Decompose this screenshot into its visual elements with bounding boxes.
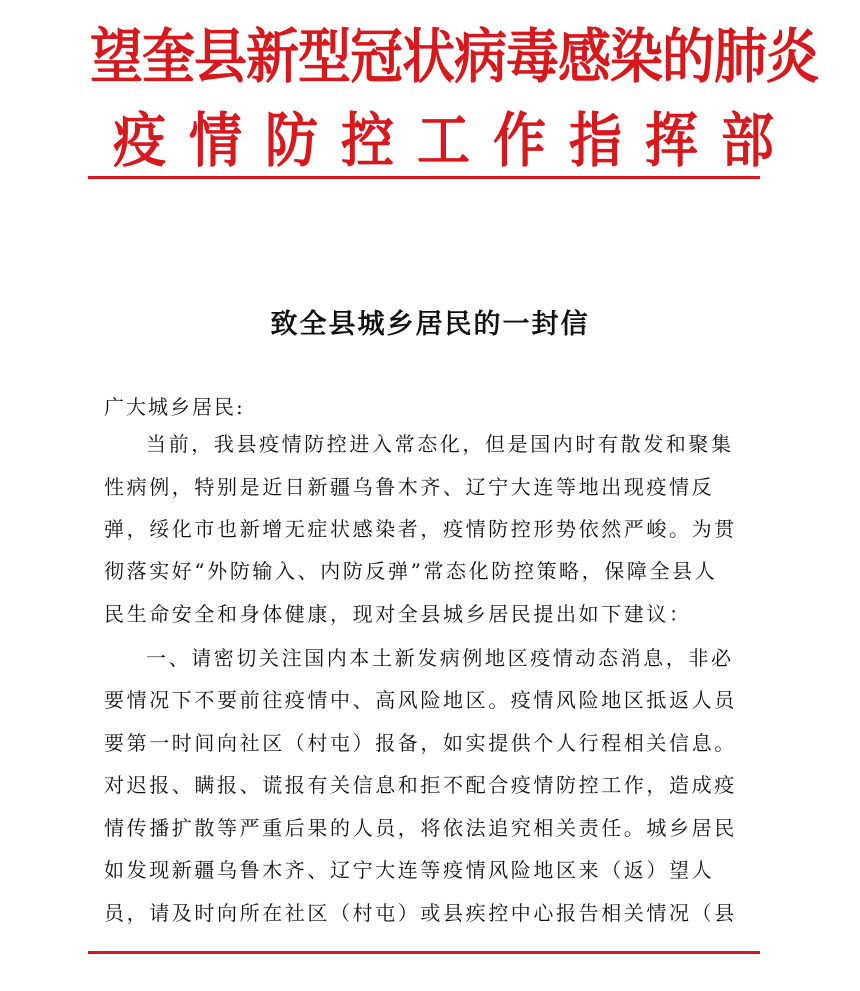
salutation: 广大城乡居民:	[104, 395, 245, 419]
body-line: 员，请及时向所在社区（村屯）或县疾控中心报告相关情况（县	[104, 901, 737, 925]
header-red-rule	[88, 176, 760, 179]
issuing-organization-line-2: 疫情防控工作指挥部	[113, 107, 797, 176]
body-line: 要第一时间向社区（村屯）报备，如实提供个人行程相关信息。	[104, 731, 737, 755]
body-line: 彻落实好“外防输入、内防反弹”常态化防控策略，保障全县人	[104, 559, 718, 583]
body-line: 性病例，特别是近日新疆乌鲁木齐、辽宁大连等地出现疫情反	[104, 475, 715, 499]
body-line: 民生命安全和身体健康，现对全县城乡居民提出如下建议：	[104, 602, 692, 626]
footer-red-rule	[88, 951, 760, 954]
letter-title: 致全县城乡居民的一封信	[270, 309, 590, 340]
body-line: 一、请密切关注国内本土新发病例地区疫情动态消息，非必	[146, 646, 734, 670]
body-line: 当前，我县疫情防控进入常态化，但是国内时有散发和聚集	[146, 432, 734, 456]
body-line: 对迟报、瞒报、谎报有关信息和拒不配合疫情防控工作，造成疫	[104, 773, 737, 797]
body-line: 如发现新疆乌鲁木齐、辽宁大连等疫情风险地区来（返）望人	[104, 858, 715, 882]
issuing-organization-line-1: 望奎县新型冠状病毒感染的肺炎	[90, 23, 818, 92]
body-line: 情传播扩散等严重后果的人员，将依法追究相关责任。城乡居民	[104, 816, 737, 840]
body-line: 要情况下不要前往疫情中、高风险地区。疫情风险地区抵返人员	[104, 688, 737, 712]
body-line: 弹，绥化市也新增无症状感染者，疫情防控形势依然严峻。为贯	[104, 517, 737, 541]
